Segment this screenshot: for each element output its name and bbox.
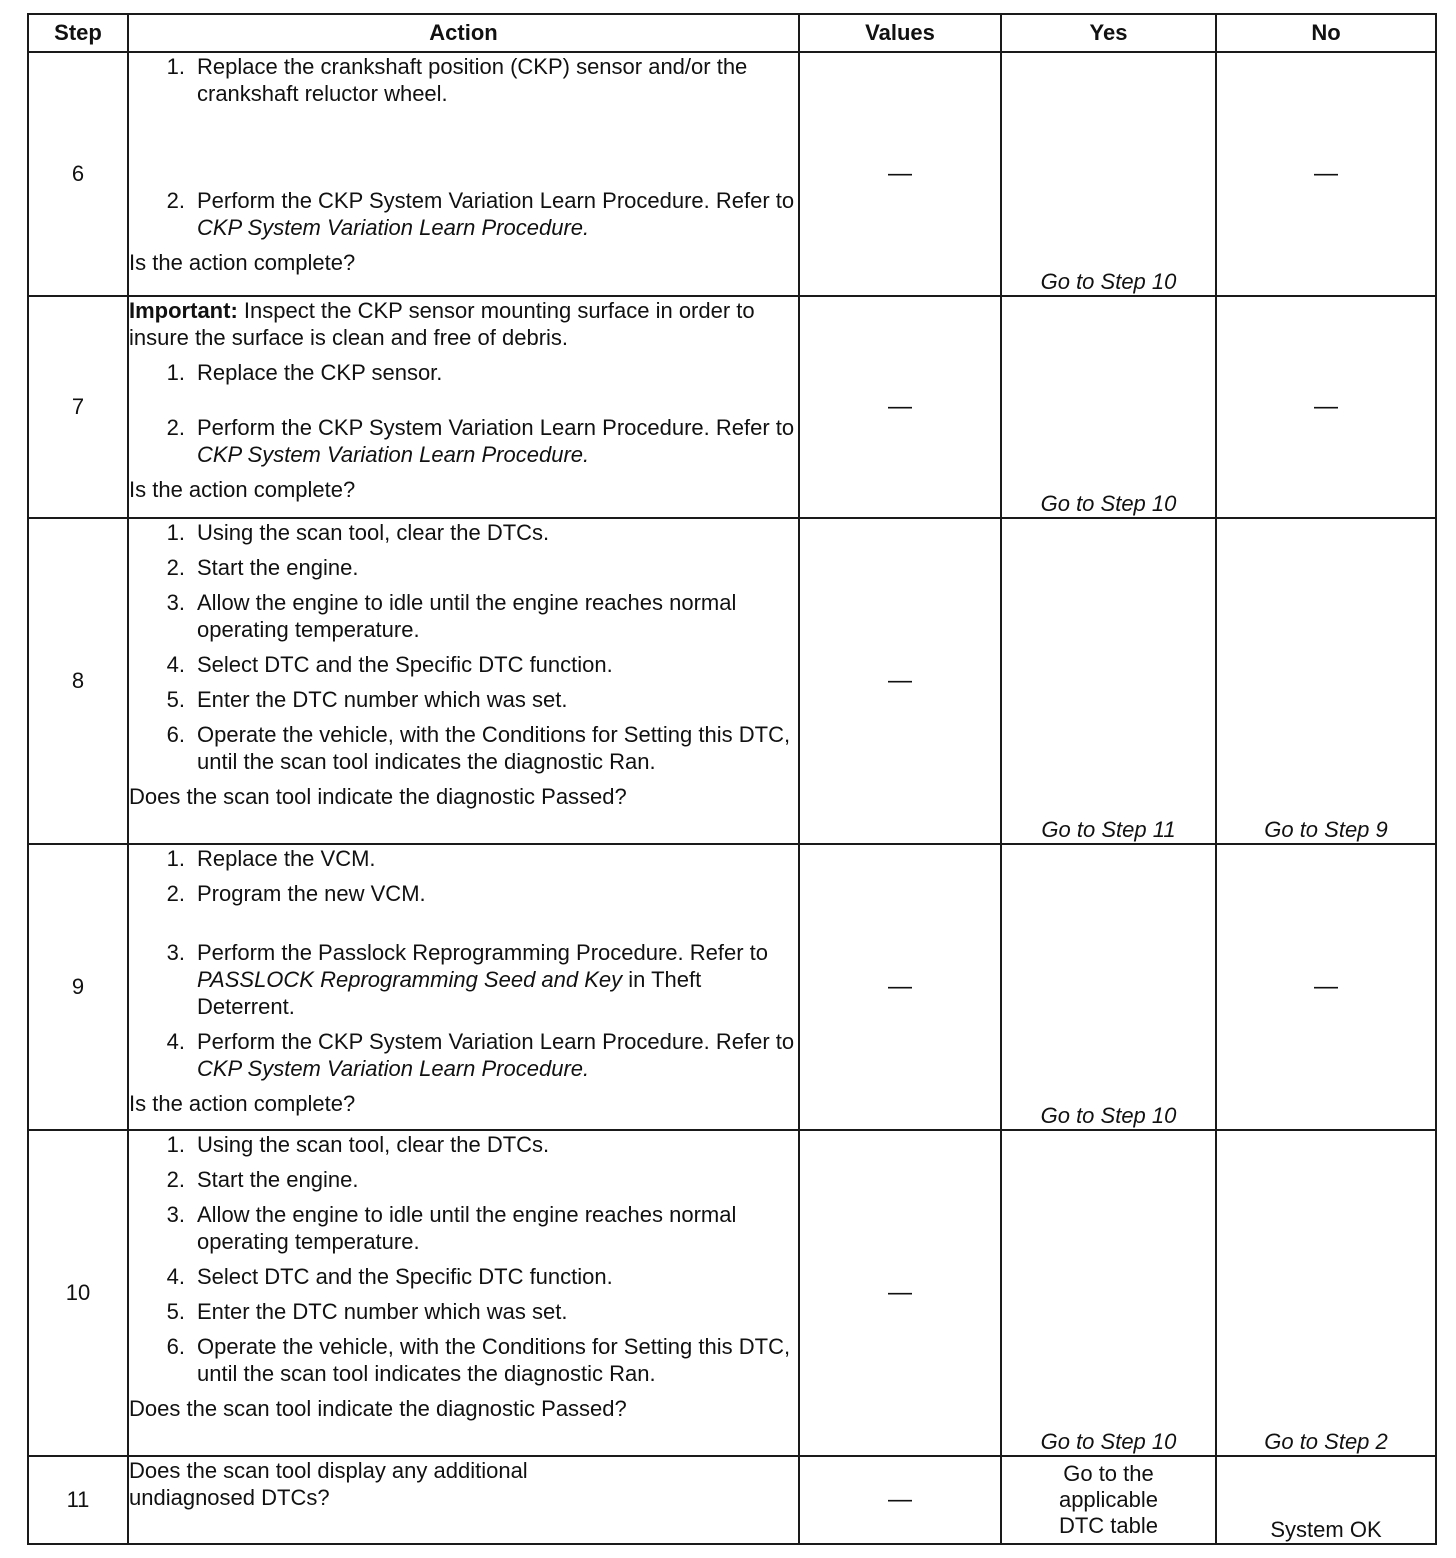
header-yes: Yes [1001,14,1216,52]
yes-cell: Go to Step 11 [1001,518,1216,844]
values-cell: — [799,52,1001,296]
table-row [28,52,1436,296]
step-number: 8 [28,518,128,844]
header-action: Action [128,14,799,52]
values-cell: — [799,518,1001,844]
list-item: 5. Enter the DTC number which was set. [166,687,568,712]
important-note: Important: Inspect the CKP sensor mounting surface in order to insure the surface is clean and free of debris. [129,298,755,350]
table-row [28,1130,1436,1456]
list-item: 3. Allow the engine to idle until the engine reaches normal operating temperature. [166,590,737,642]
yes-cell: Go to Step 10 [1001,1130,1216,1456]
action-cell [128,296,799,518]
table-row [28,518,1436,844]
action-cell [128,1130,799,1456]
values-cell: — [799,296,1001,518]
list-item: 4. Perform the CKP System Variation Learn Procedure. Refer to CKP System Variation Learn Procedure. [166,1029,795,1081]
no-cell: — [1216,52,1436,296]
header-values: Values [799,14,1001,52]
action-cell [128,844,799,1130]
action-cell [128,1456,799,1544]
list-item: 2. Perform the CKP System Variation Learn Procedure. Refer to CKP System Variation Learn Procedure. [166,188,795,240]
list-item: 5. Enter the DTC number which was set. [166,1299,568,1324]
list-item: 2. Start the engine. [166,555,359,580]
step-number: 6 [28,52,128,296]
no-cell: — [1216,844,1436,1130]
list-item: 1. Replace the VCM. [166,846,376,871]
list-item: 2. Start the engine. [166,1167,359,1192]
action-question: Does the scan tool indicate the diagnostic Passed? [129,1396,627,1421]
list-item: 3. Perform the Passlock Reprogramming Procedure. Refer to PASSLOCK Reprogramming Seed and Key in Theft Deterrent. [166,940,769,1019]
list-item: 4. Select DTC and the Specific DTC function. [166,1264,613,1289]
step-number: 7 [28,296,128,518]
list-item: 3. Allow the engine to idle until the engine reaches normal operating temperature. [166,1202,737,1254]
list-item: 2. Program the new VCM. [166,881,426,906]
no-cell: Go to Step 9 [1216,518,1436,844]
action-question: Does the scan tool indicate the diagnostic Passed? [129,784,627,809]
step-number: 10 [28,1130,128,1456]
yes-cell: Go to the applicable DTC table [1001,1456,1216,1544]
step-number: 9 [28,844,128,1130]
header-no: No [1216,14,1436,52]
action-question: Is the action complete? [129,477,356,502]
action-question: Is the action complete? [129,1091,356,1116]
list-item: 4. Select DTC and the Specific DTC function. [166,652,613,677]
action-question: Does the scan tool display any additional undiagnosed DTCs? [129,1458,528,1510]
table-row [28,1456,1436,1544]
values-cell: — [799,844,1001,1130]
action-question: Is the action complete? [129,250,356,275]
procedure-reference: CKP System Variation Learn Procedure. [197,215,590,240]
table-row [28,844,1436,1130]
procedure-reference: CKP System Variation Learn Procedure. [197,1056,590,1081]
list-item: 6. Operate the vehicle, with the Conditions for Setting this DTC, until the scan tool indicates the diagnostic Ran. [166,722,791,774]
step-number: 11 [28,1456,128,1544]
yes-cell: Go to Step 10 [1001,296,1216,518]
no-cell: Go to Step 2 [1216,1130,1436,1456]
procedure-reference: PASSLOCK Reprogramming Seed and Key [197,967,623,992]
values-cell: — [799,1456,1001,1544]
diagnostic-table [27,13,1437,1545]
yes-cell: Go to Step 10 [1001,52,1216,296]
procedure-reference: CKP System Variation Learn Procedure. [197,442,590,467]
list-item: 6. Operate the vehicle, with the Conditions for Setting this DTC, until the scan tool indicates the diagnostic Ran. [166,1334,791,1386]
action-cell [128,52,799,296]
header-step: Step [28,14,128,52]
list-item: 1. Replace the crankshaft position (CKP) sensor and/or the crankshaft reluctor wheel. [166,54,748,106]
no-cell: — [1216,296,1436,518]
yes-cell: Go to Step 10 [1001,844,1216,1130]
header-row [28,14,1436,52]
list-item: 1. Using the scan tool, clear the DTCs. [166,520,550,545]
values-cell: — [799,1130,1001,1456]
action-cell [128,518,799,844]
list-item: 1. Using the scan tool, clear the DTCs. [166,1132,550,1157]
list-item: 2. Perform the CKP System Variation Learn Procedure. Refer to CKP System Variation Learn Procedure. [166,415,795,467]
list-item: 1. Replace the CKP sensor. [166,360,443,385]
table-row [28,296,1436,518]
no-cell: System OK [1216,1456,1436,1544]
